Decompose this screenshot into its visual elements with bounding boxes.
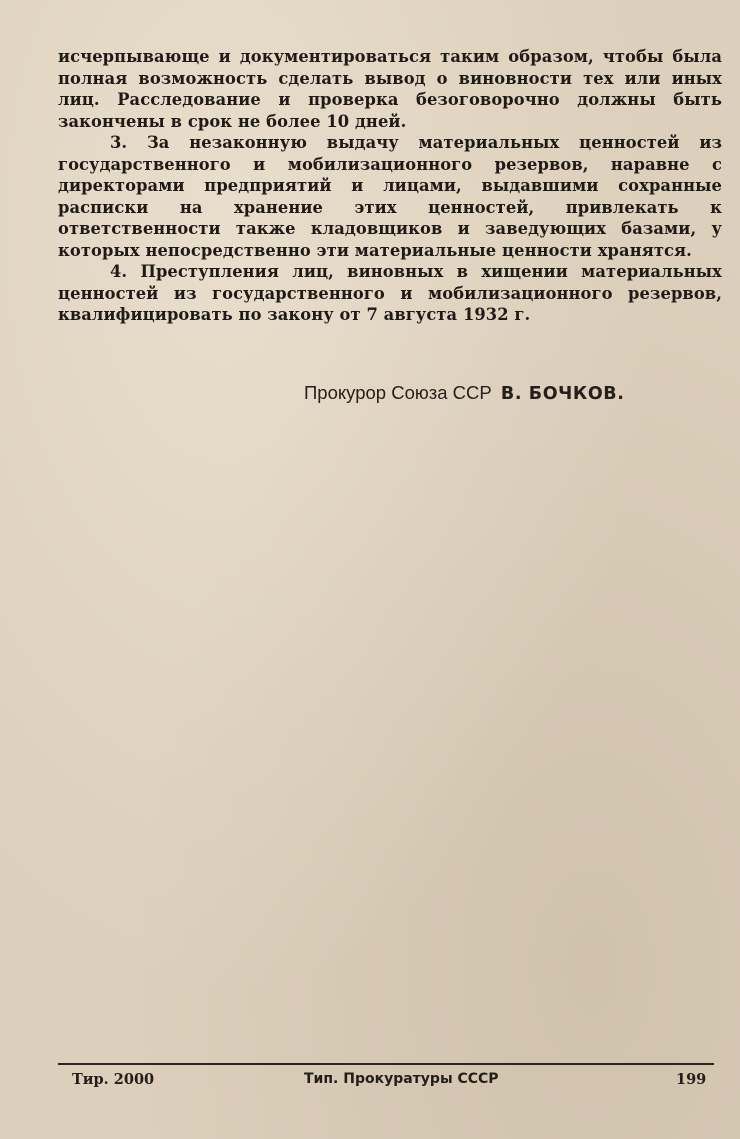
signature-title: Прокурор Союза ССР — [304, 382, 492, 403]
signature-name: В. БОЧКОВ. — [500, 384, 625, 404]
document-body — [58, 46, 722, 326]
paragraph-item-3: 3. За незаконную выдачу материальных ценностей из государственного и мобилизационного резервов, наравне с директорами предприятий и лицами, выдавшими сохранные расписки на хранение этих ценностей, привлекать к ответственности также кладовщиков и заведующих базами, у которых непосредственно эти материальные ценности хранятся. — [58, 133, 722, 260]
paragraph-item-4: 4. Преступления лиц, виновных в хищении материальных ценностей из государственного и мобилизационного резервов, квалифицировать по закону от 7 августа 1932 г. — [58, 262, 722, 324]
footer-divider — [58, 1063, 714, 1065]
paragraph-continuation: исчерпывающе и документироваться таким образом, чтобы была полная возможность сделать вывод о виновности тех или иных лиц. Расследование и проверка безоговорочно должны быть закончены в срок не более 10 дней. — [58, 47, 722, 131]
print-run: Тир. 2000 — [72, 1071, 155, 1088]
page-number: 199 — [676, 1071, 707, 1088]
signature-block — [304, 382, 624, 404]
printer-imprint: Тип. Прокуратуры СССР — [304, 1071, 499, 1087]
